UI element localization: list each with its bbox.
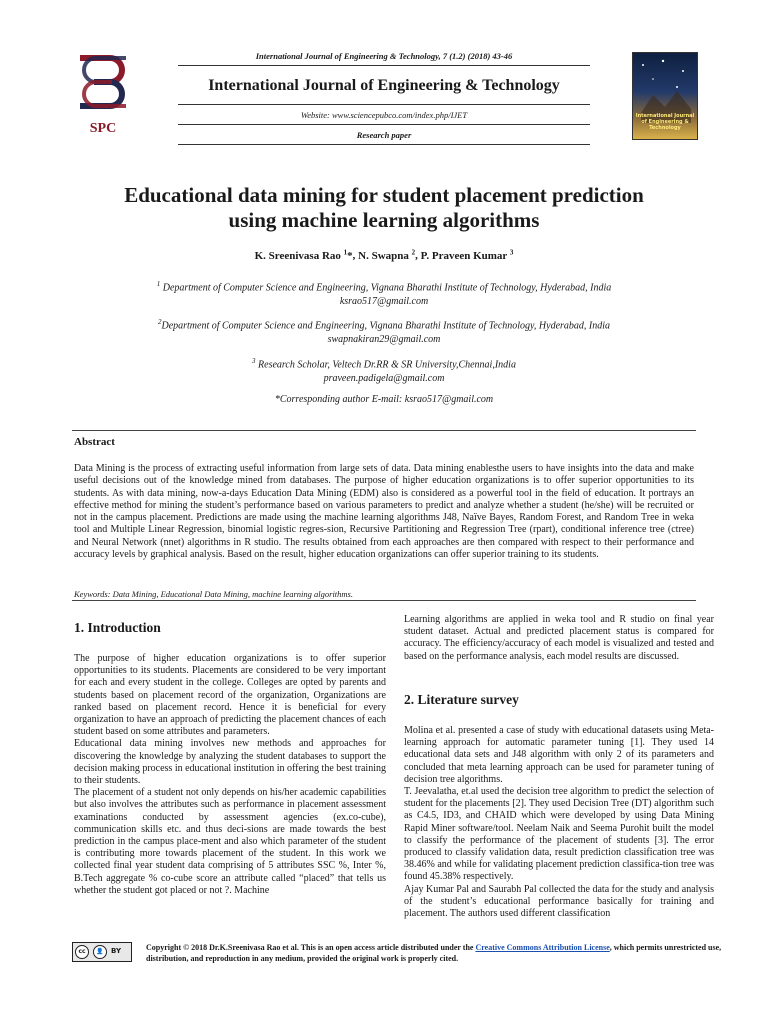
author-1: K. Sreenivasa Rao $^1$* <box>254 248 353 262</box>
paper-title <box>60 183 708 233</box>
affiliation-3 <box>80 354 688 386</box>
lit-paragraph-3: Ajay Kumar Pal and Saurabh Pal collected the data for the study and analysis of the student’s educational performance basically for training and placement. The authors used different classification <box>404 883 714 920</box>
abstract-heading: Abstract <box>74 436 115 448</box>
journal-cover-image <box>632 52 698 140</box>
affiliation-2 <box>80 315 688 347</box>
introduction-continuation: Learning algorithms are applied in weka tool and R studio on final year student dataset. Actual and predicted placement status is compared for accuracy. The efficiency/accuracy of each model is visualized and tested and based on the performance analysis, each model results are discussed. <box>404 614 714 662</box>
header-rule <box>178 65 590 66</box>
affiliation-2-email[interactable]: swapnakiran29@gmail.com <box>327 334 441 346</box>
abstract-text: Data Mining is the process of extracting useful information from large sets of data. Data mining enablesthe users to have insights into the data and make useful decisions out of the knowledge mined from databases. The purpose of higher education organizations is to offer superior opportunities to its students. As with data mining, now-a-days Education Data Mining (EDM) also is considered as a powerful tool in the field of education. It portrays an effective method for mining the student’s performance based on various parameters to predict and analyze whether a student (he/she) will be recruited or not in the campus placement. Predictions are made using the machine learning algorithms J48, Naïve Bayes, Random Forest, and Random Tree in weka tool and Multiple Linear Regression, binomial logistic regres-sion, Recursive Partitioning and Regression Tree (rpart), conditional inference tree (ctree) and Neural Network (nnet) algorithms in R studio. The results obtained from each approaches are then compared with respect to their performance and accuracy levels by graphical analysis. Based on the result, higher education organizations can offer superior training to its students. <box>74 463 694 561</box>
affiliation-1 <box>80 277 688 309</box>
journal-name: International Journal of Engineering & Technology <box>208 77 560 94</box>
spc-publisher-logo <box>72 52 134 142</box>
affiliation-1-email[interactable]: ksrao517@gmail.com <box>339 296 429 308</box>
affiliation-1-number: 1 <box>156 280 161 288</box>
affiliation-3-email[interactable]: praveen.padigela@gmail.com <box>323 373 445 385</box>
paper-title-line-1: Educational data mining for student placement prediction <box>124 183 644 207</box>
introduction-body <box>74 653 386 897</box>
author-2: N. Swapna $^2$ <box>358 248 416 262</box>
journal-website-link[interactable]: Website: www.sciencepubco.com/index.php/IJET <box>300 110 468 120</box>
header-rule <box>178 144 590 145</box>
lit-paragraph-1: Molina et al. presented a case of study with educational datasets using Meta-learning approach for automatic parameter tuning [1]. They used 14 educational data sets and J48 algorithm with only 2 of its parameters and concluded that meta learning approach can be used for parameter tuning of decision tree algorithms. <box>404 725 714 785</box>
paper-authors: K. Sreenivasa Rao $^1$*, N. Swapna $^2$, P. Praveen Kumar $^3$ <box>254 248 514 262</box>
copyright-notice <box>146 942 722 964</box>
cc-by-license-badge[interactable] <box>72 942 132 962</box>
license-link[interactable]: Creative Commons Attribution License <box>475 943 610 952</box>
keywords-line: Keywords: Data Mining, Educational Data Mining, machine learning algorithms. <box>74 589 353 599</box>
header-rule <box>178 124 590 125</box>
abstract-top-rule <box>72 430 696 431</box>
journal-citation: International Journal of Engineering & Technology, 7 (1.2) (2018) 43-46 <box>255 51 513 61</box>
affiliation-3-department: Research Scholar, Veltech Dr.RR & SR University,Chennai,India <box>258 359 516 371</box>
paper-title-line-2: using machine learning algorithms <box>228 208 540 232</box>
lit-paragraph-2: T. Jeevalatha, et.al used the decision tree algorithm to predict the selection of student for the placements [2]. They used Decision Tree (DT) algorithm such as C4.5, ID3, and CHAID which were developed by using Data Mining Rapid Miner software/tool. Neelam Naik and Seema Purohit built the model to classify the performance of the placement of students [3]. The error produced to classify validation data, result prediction classification tree was 38.46% and while for validating placement prediction classifica-tion tree was found 45.38% respectively. <box>404 786 714 883</box>
affiliation-1-department: Department of Computer Science and Engineering, Vignana Bharathi Institute of Technology, Hyderabad, India <box>162 282 612 294</box>
literature-survey-body <box>404 725 714 920</box>
abstract-bottom-rule <box>72 600 696 601</box>
copyright-text-pre: Copyright © 2018 Dr.K.Sreenivasa Rao et al. This is an open access article distributed under the <box>146 943 476 952</box>
section-heading-introduction: 1. Introduction <box>74 620 161 635</box>
cc-icon: cc <box>75 945 89 959</box>
corresponding-author: *Corresponding author E-mail: ksrao517@gmail.com <box>274 394 494 405</box>
section-heading-literature-survey: 2. Literature survey <box>404 692 519 707</box>
cover-title: International Journal of Engineering & Technology <box>635 113 695 131</box>
paper-type-label: Research paper <box>356 130 412 140</box>
affiliation-2-number: 2 <box>157 318 162 326</box>
author-3: P. Praveen Kumar $^3$ <box>420 248 514 262</box>
affiliation-3-number: 3 <box>252 357 256 365</box>
intro-paragraph-3: The placement of a student not only depends on his/her academic capabilities but also involves the attributes such as performance in placement assessment examinations conducted by assessment agencies (ex.co-cube), communication skills etc. and thus deci-sions are made towards the best prediction in the campus place-ment and also which parameter of the student is contributing more towards placement of the student. In this work we collected final year student data comprising of 5 attributes SSC %, Inter %, B.Tech aggregate % co-cube score an attribute called “placed” that tells us whether the student got placed or not ?. Machine <box>74 787 386 896</box>
intro-paragraph-2: Educational data mining involves new methods and approaches for discovering the knowledge by analyzing the student databases to support the decision making process in educational institution in offering the best training to their students. <box>74 738 386 787</box>
affiliation-2-department: Department of Computer Science and Engineering, Vignana Bharathi Institute of Technology, Hyderabad, India <box>161 320 611 332</box>
by-label: BY <box>111 947 122 955</box>
header-rule <box>178 104 590 105</box>
attribution-icon: 👤 <box>93 945 107 959</box>
spc-logo-text: SPC <box>89 121 117 136</box>
intro-paragraph-1: The purpose of higher education organizations is to offer superior opportunities to its students. Placements are considered to be very important for each and every student in the college. Colleges are opted by parents and students based on placement record of the organization, Organizations are ranked based on placement record. Hence it is beneficial for every organization to have an approach of predicting the placement chances of each student based on some attributes and parameters. <box>74 653 386 738</box>
copyright-text-post: , which permits unrestricted use, distribution, and reproduction in any medium, provided the original work is properly cited. <box>146 943 722 963</box>
